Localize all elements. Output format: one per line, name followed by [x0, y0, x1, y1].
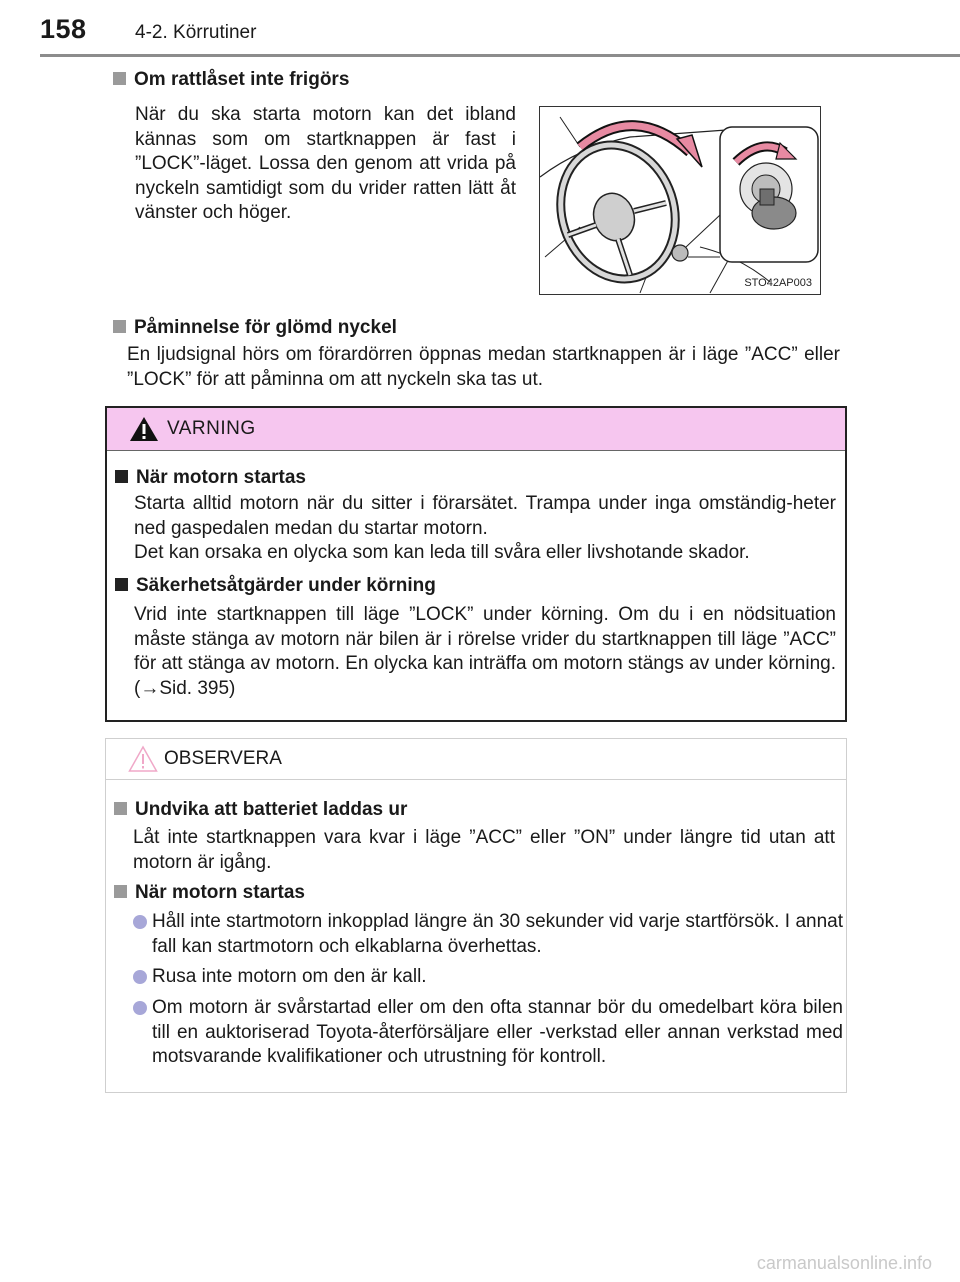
notice-header: [106, 739, 846, 780]
notice-item-1-heading-text: Undvika att batteriet laddas ur: [135, 799, 408, 820]
square-bullet-icon: [113, 320, 126, 333]
heading-key-reminder-text: Påminnelse för glömd nyckel: [134, 317, 397, 338]
notice-bullet-1-text: Håll inte startmotorn inkopplad längre än 30 sekunder vid varje startförsök. I annat fall kan startmotorn och elkablarna överhettas.: [152, 911, 843, 957]
warning-item-2-text: Vrid inte startknappen till läge ”LOCK” under körning. Om du i en nödsituation måste stänga av motorn när bilen är i rörelse vrider du startknappen till läge ”ACC” för att stänga av motorn. En olycka kan inträffa om motorn stängs av under körning. (→Sid. 395): [134, 604, 836, 699]
notice-title: OBSERVERA: [164, 748, 282, 769]
square-bullet-icon: [114, 802, 127, 815]
steering-wheel-key-icon: [540, 107, 820, 294]
section-title: 4-2. Körrutiner: [135, 22, 257, 43]
notice-item-1-text: Låt inte startknappen vara kvar i läge ”ACC” eller ”ON” under längre tid utan att motorn är igång.: [133, 827, 835, 873]
square-bullet-icon: [113, 72, 126, 85]
notice-bullet-2: [133, 965, 843, 990]
square-bullet-icon: [115, 470, 128, 483]
heading-key-reminder: [113, 316, 397, 340]
round-bullet-icon: [133, 1001, 147, 1015]
steering-lock-text: När du ska starta motorn kan det ibland kännas som om startknappen är fast i ”LOCK”-läget. Lossa den genom att vrida på nyckeln samtidigt som du vrider ratten lätt åt vänster och höger.: [135, 104, 516, 223]
watermark: carmanualsonline.info: [756, 1253, 932, 1273]
notice-bullet-3: [133, 996, 843, 1070]
notice-bullet-2-text: Rusa inte motorn om den är kall.: [152, 966, 427, 987]
image-code: STO42AP003: [744, 277, 812, 289]
warning-item-2-heading: [115, 574, 436, 598]
warning-item-2-heading-text: Säkerhetsåtgärder under körning: [136, 575, 436, 596]
warning-item-1-heading: [115, 466, 306, 490]
warning-triangle-icon: [129, 416, 159, 442]
warning-item-1-heading-text: När motorn startas: [136, 467, 306, 488]
heading-steering-lock: [113, 68, 349, 92]
notice-item-2-heading-text: När motorn startas: [135, 882, 305, 903]
square-bullet-icon: [115, 578, 128, 591]
notice-bullet-3-text: Om motorn är svårstartad eller om den ofta stannar bör du omedelbart köra bilen till en auktoriserad Toyota-återförsäljare eller -verkstad eller annan verkstad med motsvarande kvalifikationer och utrustning för kontroll.: [152, 997, 843, 1067]
notice-bullet-1: [133, 910, 843, 959]
warning-header: [107, 408, 845, 451]
round-bullet-icon: [133, 915, 147, 929]
page-number: 158: [40, 14, 87, 44]
heading-steering-lock-text: Om rattlåset inte frigörs: [134, 69, 350, 90]
header-divider: [40, 54, 960, 57]
warning-box: [105, 406, 847, 722]
warning-title: VARNING: [167, 418, 256, 439]
caution-triangle-icon: [128, 745, 158, 773]
steering-wheel-illustration: [539, 106, 821, 295]
warning-item-1-text2: Det kan orsaka en olycka som kan leda till svåra eller livshotande skador.: [134, 542, 750, 563]
square-bullet-icon: [114, 885, 127, 898]
warning-item-1-text: Starta alltid motorn när du sitter i förarsätet. Trampa under inga omständig-heter ned gaspedalen medan du startar motorn.: [134, 493, 836, 539]
round-bullet-icon: [133, 970, 147, 984]
key-reminder-text: En ljudsignal hörs om förardörren öppnas medan startknappen är i läge ”ACC” eller ”LOCK” för att påminna om att nyckeln ska tas ut.: [127, 344, 840, 390]
notice-item-1-heading: [114, 798, 407, 822]
notice-item-2-heading: [114, 881, 305, 905]
notice-box: [105, 738, 847, 1093]
